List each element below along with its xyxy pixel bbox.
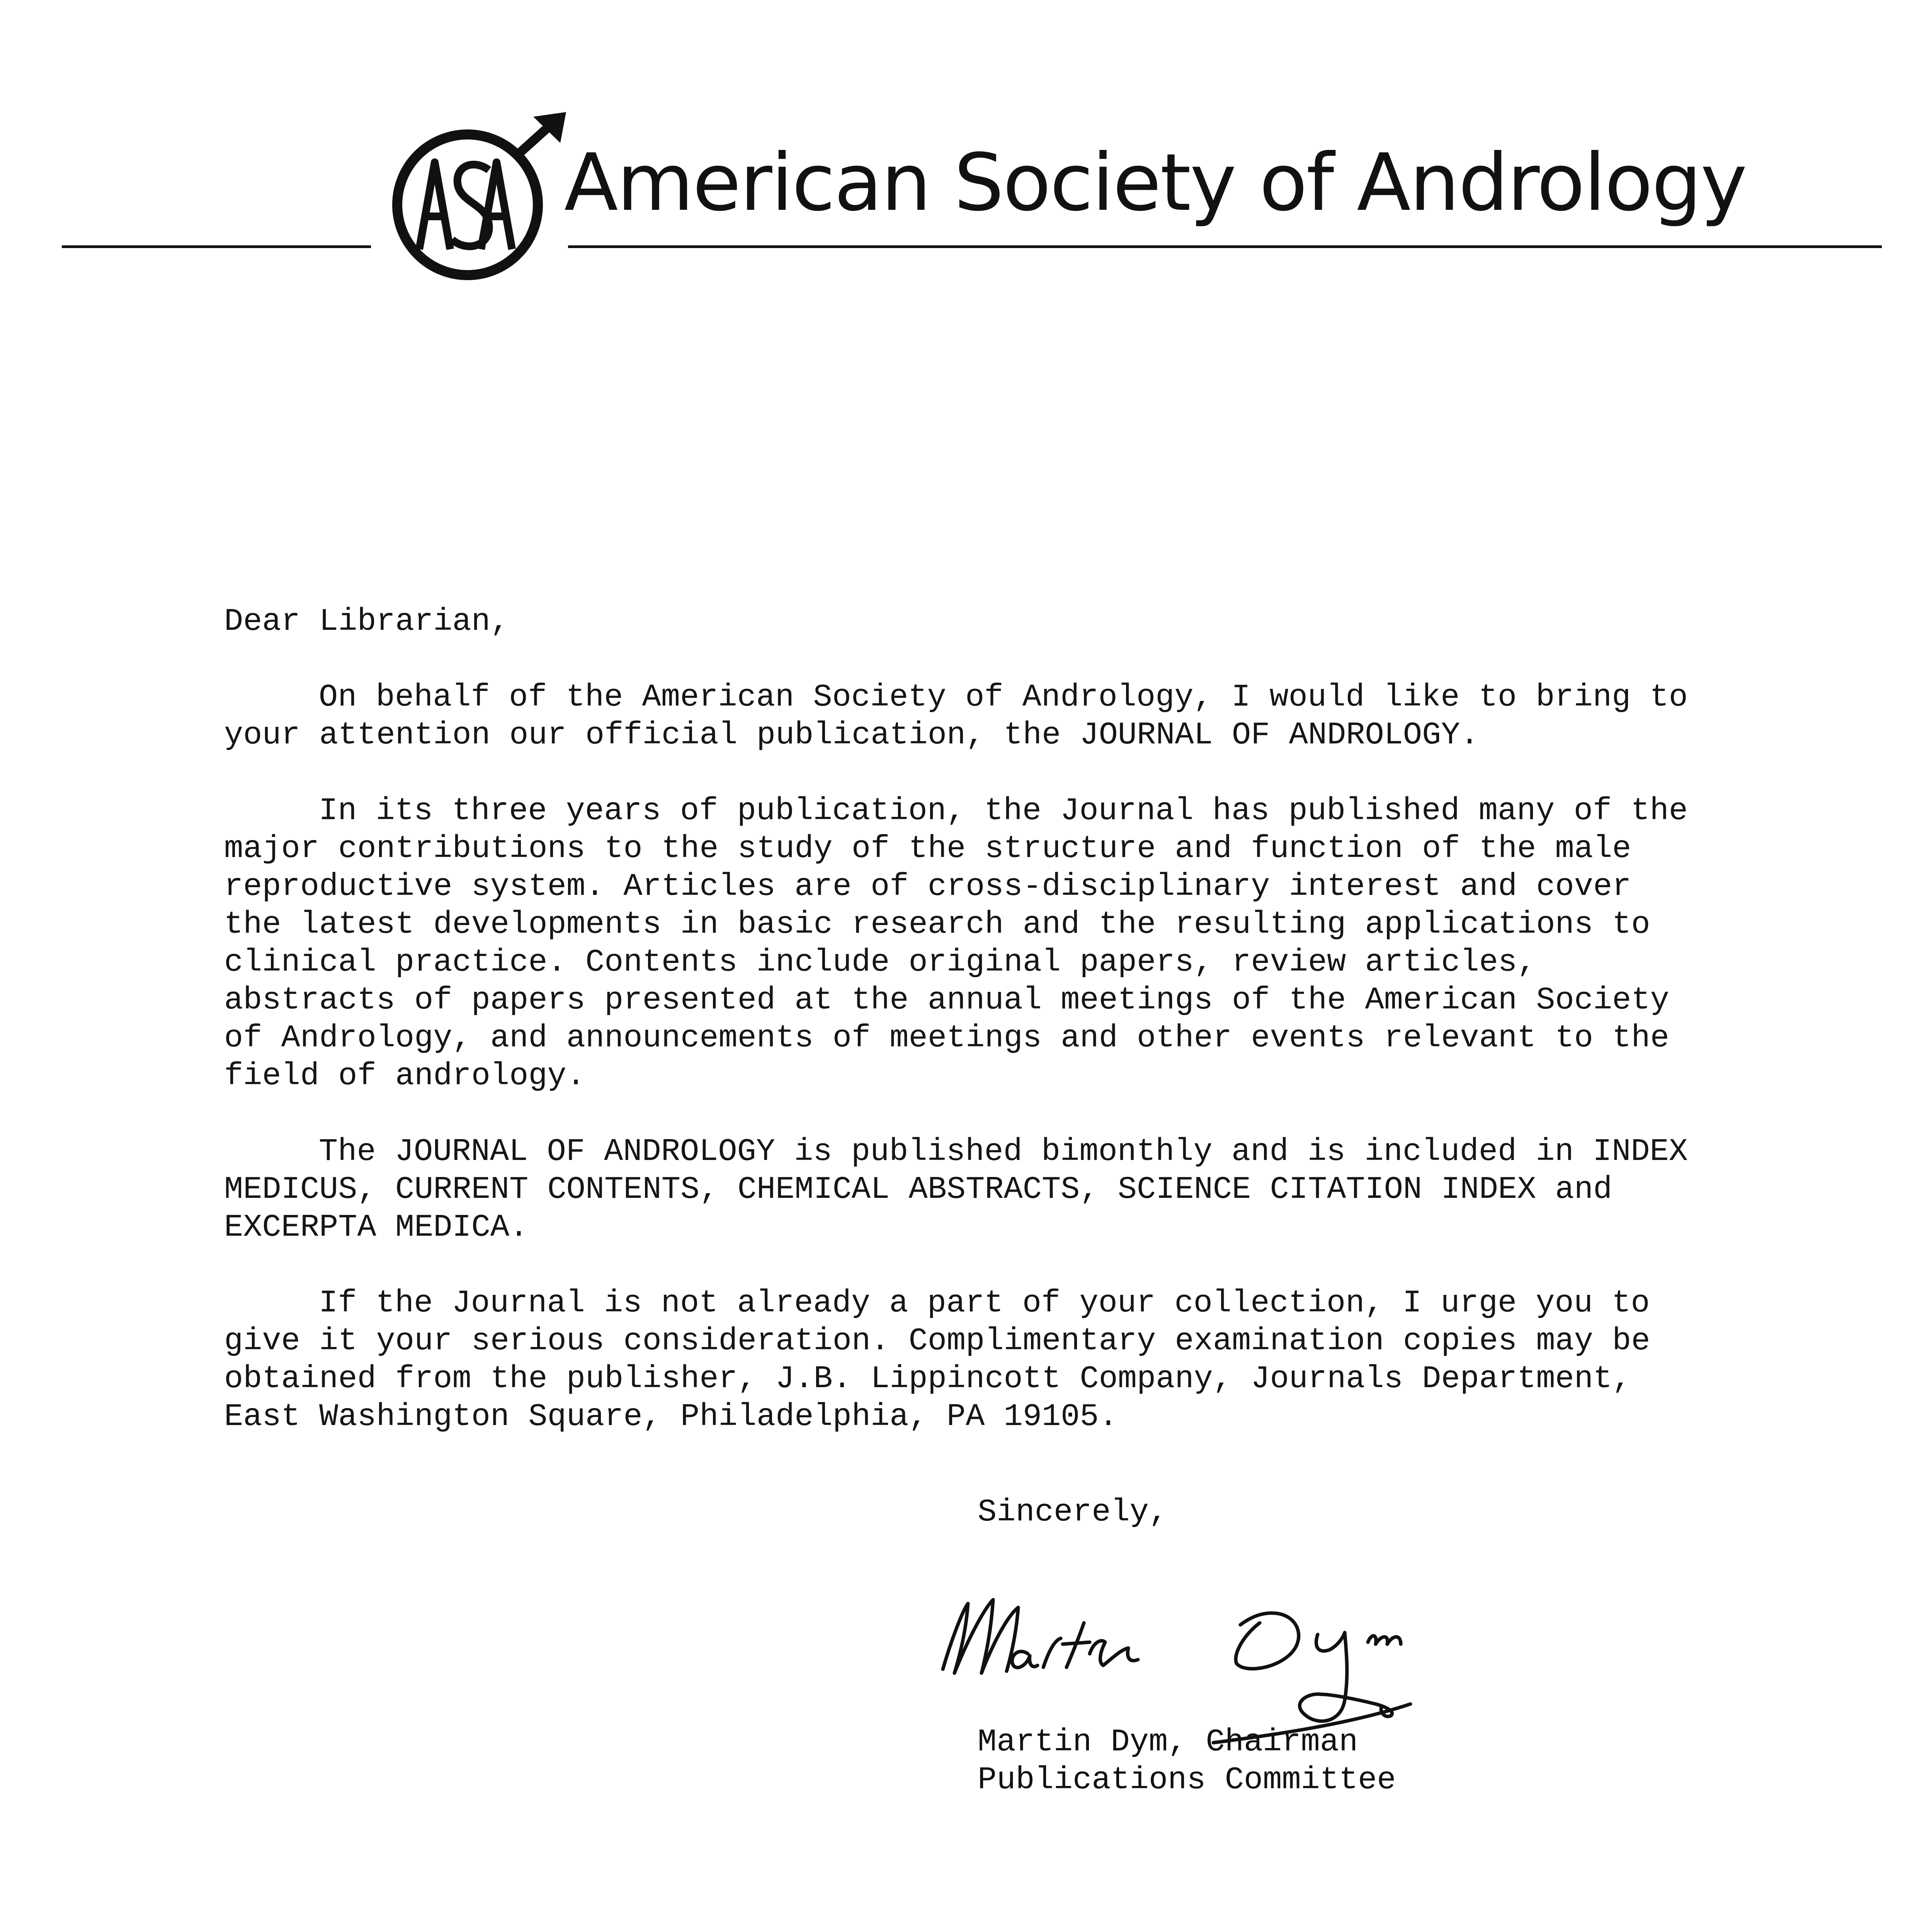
paragraph-1: On behalf of the American Society of Andrology, I would like to bring to your attention our official publication, the JOURNAL OF ANDROLOGY. [224, 679, 1688, 753]
svg-text:Martin Dym: Martin Dym [927, 1756, 931, 1757]
paragraph-4: If the Journal is not already a part of your collection, I urge you to give it your serious consideration. Complimentary examination copies may be obtained from the publisher, J.B. Lippincott Company, Journals Department, East Washington Square, Philadelphia, PA 19105. [224, 1285, 1650, 1435]
letter-body [224, 603, 1731, 1474]
letterhead-rule-left [62, 245, 371, 248]
asa-logo [390, 112, 576, 282]
greeting: Dear Librarian, [224, 604, 510, 639]
letterhead-rule-right [568, 245, 1882, 248]
signer-block [978, 1723, 1396, 1799]
paragraph-2: In its three years of publication, the Journal has published many of the major contributions to the study of the structure and function of the male reproductive system. Articles are of cross-disciplinary interest and cover the latest developments in basic research and the resulting applications to clinical practice. Contents include original papers, review articles, abstracts of papers presented at the annual meetings of the American Society of Andrology, and announcements of meetings and other events relevant to the field of andrology. [224, 793, 1688, 1094]
svg-text:ASA: ASA [468, 274, 469, 275]
signer-title: Publications Committee [978, 1762, 1396, 1798]
closing: Sincerely, [978, 1494, 1168, 1530]
signer-name: Martin Dym, Chairman [978, 1724, 1358, 1760]
paragraph-3: The JOURNAL OF ANDROLOGY is published bimonthly and is included in INDEX MEDICUS, CURRENT CONTENTS, CHEMICAL ABSTRACTS, SCIENCE CITATION INDEX and EXCERPTA MEDICA. [224, 1134, 1688, 1245]
organization-name: American Society of Andrology [564, 137, 1746, 229]
